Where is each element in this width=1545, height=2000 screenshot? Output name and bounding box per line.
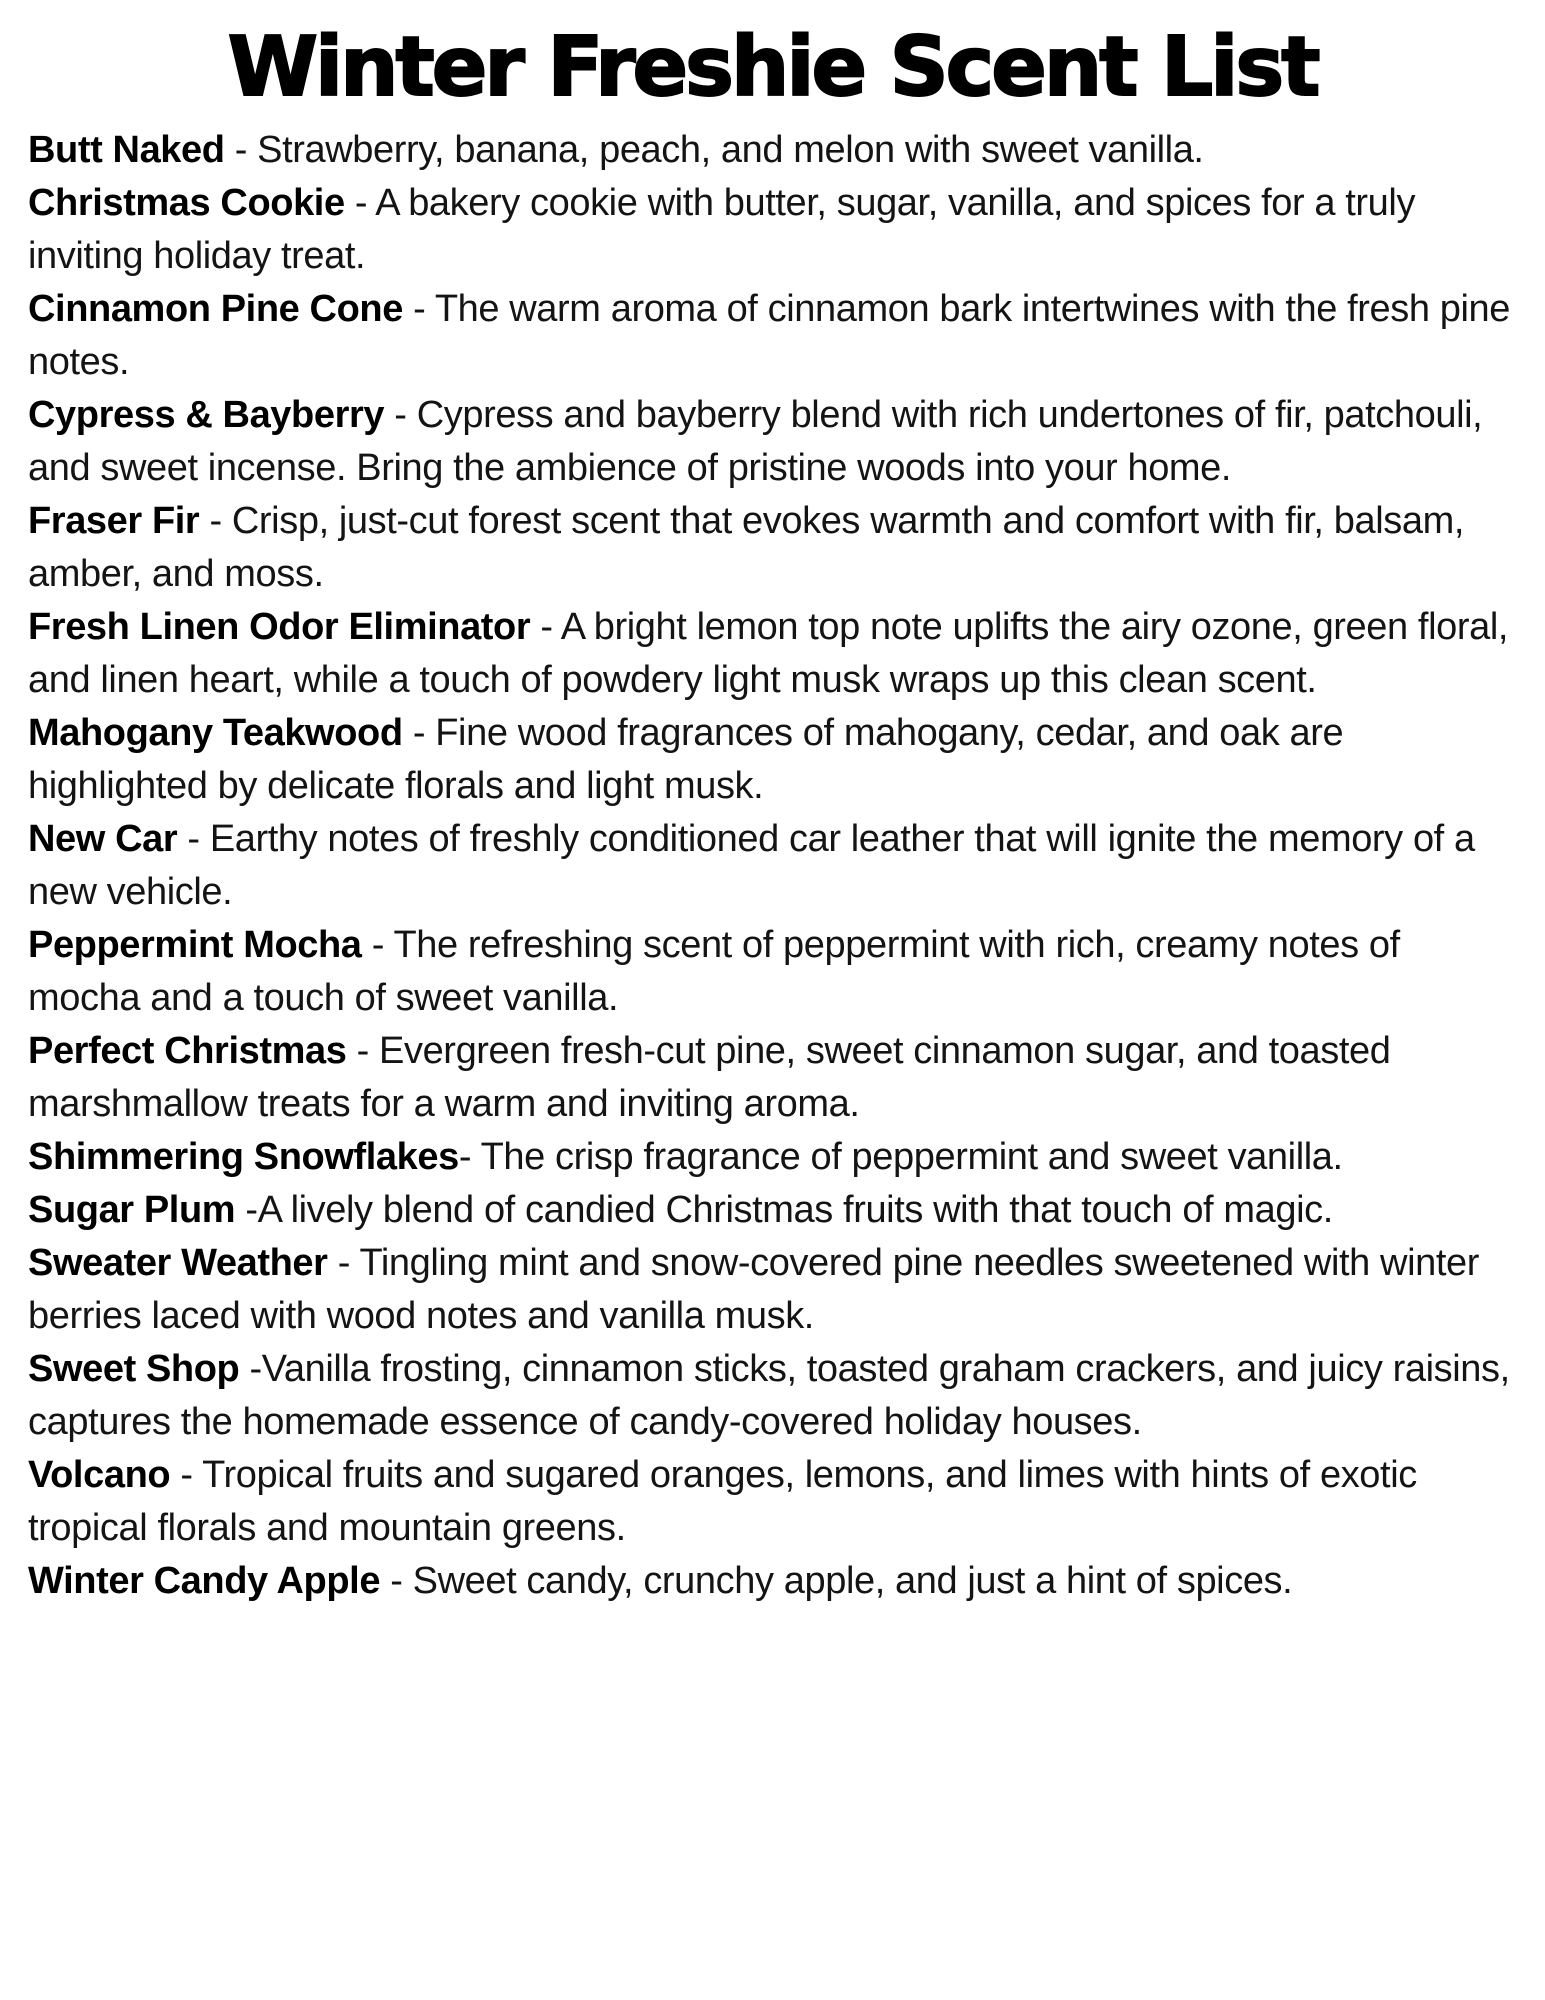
scent-name: Shimmering Snowflakes (28, 1135, 459, 1178)
scent-name: Perfect Christmas (28, 1029, 347, 1072)
scent-list (28, 124, 1521, 1608)
scent-entry (28, 1025, 1517, 1131)
scent-entry (28, 1131, 1517, 1184)
scent-entry (28, 813, 1517, 919)
scent-description: Tingling mint and snow-covered pine needles sweetened with winter berries laced with wood notes and vanilla musk. (28, 1241, 1490, 1337)
scent-separator: - (170, 1453, 203, 1496)
scent-entry (28, 1449, 1517, 1555)
scent-name: Fresh Linen Odor Eliminator (28, 605, 531, 648)
scent-separator: - (361, 923, 394, 966)
scent-separator: - (530, 605, 561, 648)
scent-separator: - (458, 1135, 481, 1178)
scent-name: Volcano (28, 1453, 171, 1496)
scent-entry (28, 1184, 1517, 1237)
scent-separator: - (402, 287, 435, 330)
scent-name: Cypress & Bayberry (28, 393, 385, 436)
scent-description: The warm aroma of cinnamon bark intertwines with the fresh pine notes. (28, 287, 1521, 383)
scent-description: A lively blend of candied Christmas fruits with that touch of magic. (257, 1188, 1333, 1231)
scent-name: Sweater Weather (28, 1241, 328, 1284)
scent-entry (28, 707, 1517, 813)
scent-separator: - (327, 1241, 360, 1284)
scent-name: Sweet Shop (28, 1347, 240, 1390)
scent-name: Cinnamon Pine Cone (28, 287, 403, 330)
scent-entry (28, 601, 1517, 707)
scent-separator: - (224, 128, 258, 171)
scent-entry (28, 1237, 1517, 1343)
scent-name: Peppermint Mocha (28, 923, 362, 966)
scent-description: Vanilla frosting, cinnamon sticks, toasted graham crackers, and juicy raisins, captures the homemade essence of candy-covered holiday houses. (28, 1347, 1520, 1443)
scent-description: A bakery cookie with butter, sugar, vanilla, and spices for a truly inviting holiday treat. (28, 181, 1426, 277)
scent-separator: - (239, 1347, 262, 1390)
scent-separator: - (402, 711, 436, 754)
scent-separator: - (346, 1029, 380, 1072)
scent-separator: - (177, 817, 210, 860)
scent-description: The crisp fragrance of peppermint and sweet vanilla. (480, 1135, 1343, 1178)
scent-entry (28, 1555, 1517, 1608)
scent-description: Evergreen fresh-cut pine, sweet cinnamon sugar, and toasted marshmallow treats for a warm and inviting aroma. (28, 1029, 1401, 1125)
scent-separator: - (380, 1559, 413, 1602)
scent-description: A bright lemon top note uplifts the airy ozone, green floral, and linen heart, while a touch of powdery light musk wraps up this clean scent. (28, 605, 1519, 701)
scent-entry (28, 919, 1517, 1025)
scent-entry (28, 1343, 1520, 1449)
scent-separator: - (235, 1188, 258, 1231)
scent-separator: - (384, 393, 417, 436)
scent-name: Winter Candy Apple (28, 1559, 381, 1602)
scent-separator: - (199, 499, 232, 542)
scent-description: Crisp, just-cut forest scent that evokes warmth and comfort with fir, balsam, amber, and moss. (28, 499, 1475, 595)
scent-description: Sweet candy, crunchy apple, and just a hint of spices. (412, 1559, 1293, 1602)
scent-separator: - (344, 181, 376, 224)
scent-name: Mahogany Teakwood (28, 711, 403, 754)
scent-name: Sugar Plum (28, 1188, 236, 1231)
scent-description: Tropical fruits and sugared oranges, lemons, and limes with hints of exotic tropical florals and mountain greens. (28, 1453, 1428, 1549)
scent-entry (28, 177, 1517, 283)
scent-name: Christmas Cookie (28, 181, 345, 224)
scent-entry (28, 389, 1517, 495)
scent-description: Earthy notes of freshly conditioned car leather that will ignite the memory of a new vehicle. (28, 817, 1485, 913)
scent-name: New Car (28, 817, 178, 860)
scent-name: Fraser Fir (28, 499, 200, 542)
scent-entry (28, 495, 1517, 601)
scent-description: Strawberry, banana, peach, and melon with sweet vanilla. (257, 128, 1204, 171)
page-title: Winter Freshie Scent List (227, 20, 1318, 115)
scent-name: Butt Naked (28, 128, 225, 171)
scent-description: Fine wood fragrances of mahogany, cedar, and oak are highlighted by delicate florals and light musk. (28, 711, 1354, 807)
scent-description: Cypress and bayberry blend with rich undertones of fir, patchouli, and sweet incense. Bring the ambience of pristine woods into your home. (28, 393, 1493, 489)
scent-entry (28, 124, 1517, 177)
scent-entry (28, 283, 1521, 389)
scent-description: The refreshing scent of peppermint with rich, creamy notes of mocha and a touch of sweet vanilla. (28, 923, 1410, 1019)
